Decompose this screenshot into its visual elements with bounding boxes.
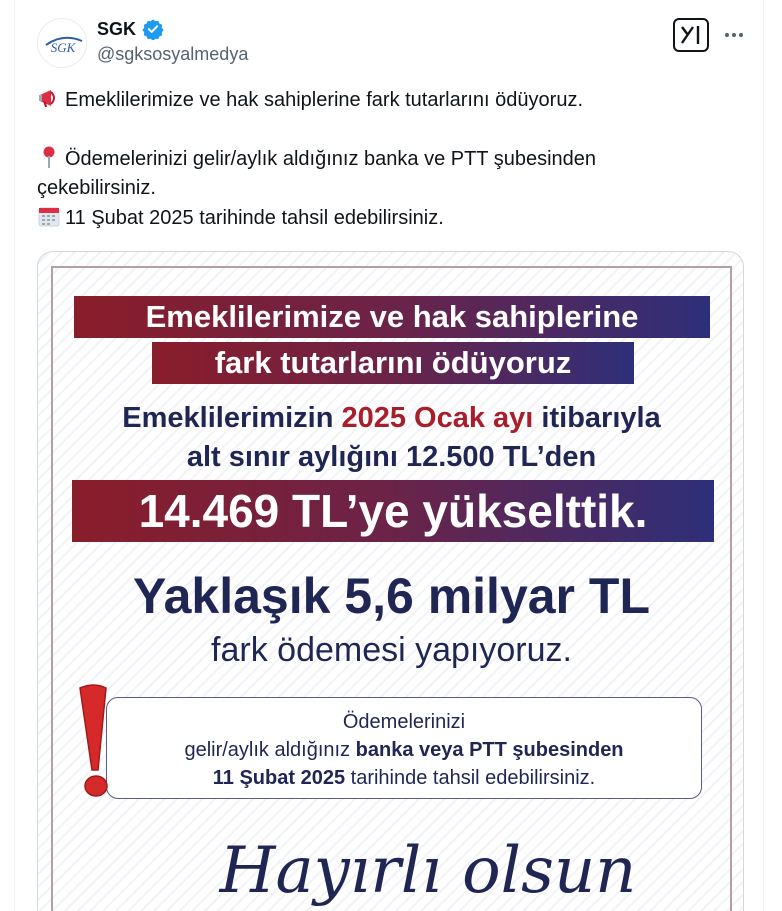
- tweet-text-line-3: [37, 174, 156, 203]
- image-line-b: alt sınır aylığını 12.500 TL’den: [186, 441, 597, 473]
- tweet-text: Ödemelerinizi gelir/aylık aldığınız banka ve PTT şubesinden: [65, 148, 597, 170]
- svg-text:Hayırlı olsun: Hayırlı olsun: [219, 834, 637, 908]
- display-name[interactable]: SGK: [97, 18, 137, 39]
- highlight-date: 2025 Ocak ayı: [341, 402, 534, 434]
- tweet-text-line-2: [37, 145, 596, 174]
- calendar-icon: [37, 204, 61, 228]
- name-row: [97, 18, 164, 40]
- grok-button[interactable]: [673, 18, 709, 52]
- tweet: [14, 0, 764, 911]
- tweet-text: 11 Şubat 2025 tarihinde tahsil edebilirsiniz.: [65, 207, 444, 229]
- exclamation-icon: [74, 682, 118, 802]
- sgk-logo-icon: [38, 19, 87, 68]
- tweet-media-image[interactable]: [37, 251, 744, 911]
- megaphone-icon: [37, 86, 61, 110]
- tweet-text: Emeklilerimize ve hak sahiplerine fark tutarlarını ödüyoruz.: [65, 89, 583, 111]
- signature-text: [38, 812, 744, 911]
- tweet-text-line-1: [37, 86, 583, 115]
- more-options-button[interactable]: [721, 22, 747, 48]
- grok-icon: [679, 24, 703, 46]
- verified-badge-icon: [142, 18, 164, 40]
- handle[interactable]: @sgksosyalmedya: [97, 44, 249, 64]
- image-banner-3: 14.469 TL’ye yükselttik.: [72, 480, 714, 542]
- tweet-text-line-4: [37, 204, 444, 233]
- image-line-a: Emeklilerimizin 2025 Ocak ayı itibarıyla: [122, 402, 661, 434]
- pushpin-icon: [37, 145, 61, 169]
- tweet-text: çekebilirsiniz.: [37, 177, 156, 199]
- image-headline-amount: Yaklaşık 5,6 milyar TL: [133, 568, 650, 624]
- image-banner-2: fark tutarlarını ödüyoruz: [152, 342, 634, 384]
- svg-text:SGK: SGK: [50, 40, 76, 55]
- image-banner-1: Emeklilerimize ve hak sahiplerine: [74, 296, 710, 338]
- avatar[interactable]: [37, 18, 87, 68]
- more-dots-icon: [725, 33, 729, 37]
- image-subline: fark ödemesi yapıyoruz.: [211, 631, 572, 669]
- image-notice-box: Ödemelerinizi gelir/aylık aldığınız banka veya PTT şubesinden 11 Şubat 2025 tarihinde tahsil edebilirsiniz.: [106, 697, 702, 799]
